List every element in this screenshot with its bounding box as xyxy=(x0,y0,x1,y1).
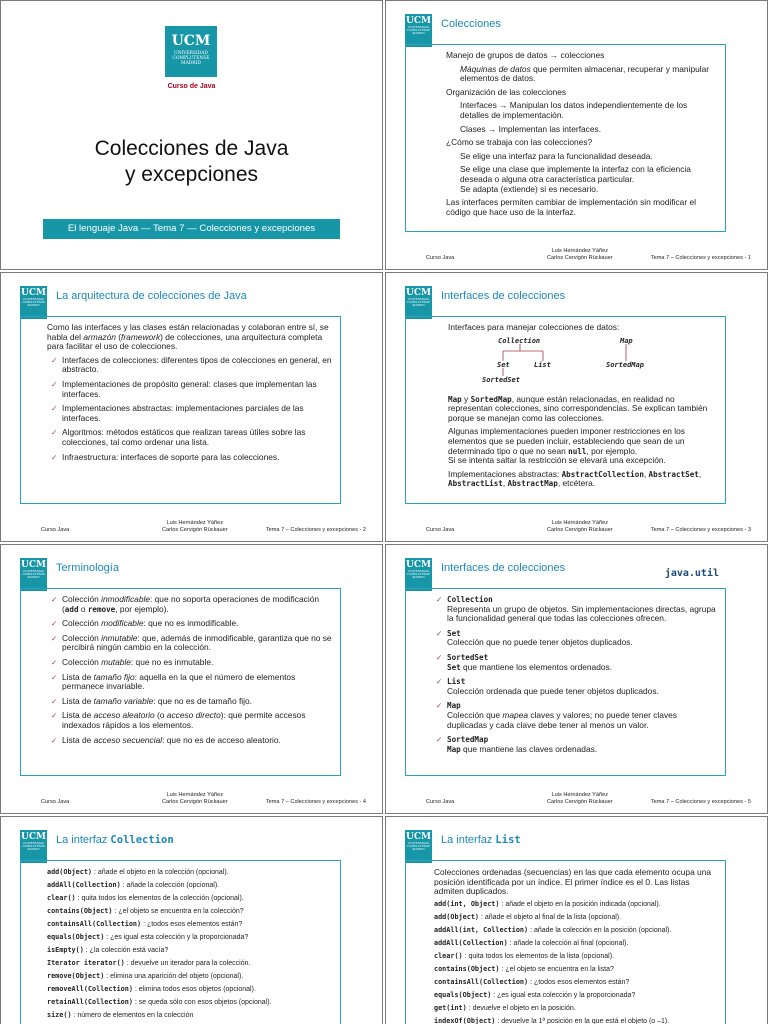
list-item xyxy=(436,735,717,754)
list-item xyxy=(51,736,332,746)
intro-paragraph xyxy=(47,323,332,352)
method-description: : devuelve la 1ª posición en la que está el objeto (o –1). xyxy=(495,1017,670,1024)
text: : que no es de tamaño fijo. xyxy=(153,695,252,706)
method-description: : número de elementos en la colección xyxy=(71,1012,194,1019)
paragraph xyxy=(448,427,717,456)
text: Algunas implementaciones pueden imponer restricciones en los elementos que se pueden incluir, estableciendo que sean de un determinado tipo o que no sean xyxy=(448,426,685,456)
slide-colecciones xyxy=(385,0,768,270)
text: Colección xyxy=(62,618,102,629)
description: que mantiene los elementos ordenados. xyxy=(460,661,613,672)
code: AbstractMap xyxy=(507,479,558,489)
interface-name: List xyxy=(447,677,466,687)
method-row xyxy=(47,959,332,968)
ucm-logo xyxy=(405,558,432,591)
text: , etcétera. xyxy=(557,478,596,489)
paragraph: ¿Cómo se trabaja con las colecciones? xyxy=(446,137,593,148)
bullet-list xyxy=(47,356,332,462)
node-set: Set xyxy=(497,360,510,369)
author-2: Carlos Cervigón Rückauer xyxy=(162,526,228,533)
method-signature: add(Object) xyxy=(434,912,480,921)
slide-heading: Colecciones xyxy=(441,18,501,30)
text: La interfaz xyxy=(56,834,111,846)
node-collection: Collection xyxy=(498,336,541,345)
topic: Tema 7 – Colecciones y excepciones xyxy=(265,526,358,533)
logo-full: UNIVERSIDAD COMPLUTENSE MADRID xyxy=(407,298,430,307)
code: List xyxy=(495,834,521,846)
text: , xyxy=(502,478,508,489)
logo-short: UCM xyxy=(21,560,46,570)
method-description: : devuelve un iterador para la colección. xyxy=(124,960,251,967)
node-map: Map xyxy=(620,336,633,345)
text: , xyxy=(698,468,702,479)
text: ) de colecciones, una arquitectura completa para facilitar el uso de colecciones. xyxy=(47,331,323,352)
method-description: : añade el objeto al final de la lista (opcional). xyxy=(479,913,622,921)
footer-authors xyxy=(547,792,613,805)
text: : que no soporta operaciones de modificación ( xyxy=(62,594,320,614)
text: Lista de xyxy=(62,710,94,721)
emphasis: armazón xyxy=(83,331,116,342)
method-row xyxy=(434,991,717,1000)
slide-heading: Interfaces de colecciones xyxy=(441,562,566,574)
method-description: : elimina una aparición del objeto (opcional). xyxy=(104,973,244,980)
description: Colección que no puede tener objetos duplicados. xyxy=(447,637,633,648)
topic: Tema 7 – Colecciones y excepciones xyxy=(265,798,358,805)
method-description: : ¿es igual esta colección y la proporcionada? xyxy=(104,934,249,941)
method-row xyxy=(47,933,332,942)
text: Implementaciones abstractas: xyxy=(448,468,562,479)
list-item: ✓ Implementaciones abstractas: implementaciones parciales de las interfaces. xyxy=(51,404,332,423)
paragraph xyxy=(446,65,717,84)
logo-full: UNIVERSIDAD COMPLUTENSE MADRID xyxy=(407,842,430,851)
code: Collection xyxy=(110,834,174,846)
method-row xyxy=(47,985,332,994)
list-item xyxy=(436,595,717,624)
method-signature: equals(Object) xyxy=(434,990,492,999)
list-item xyxy=(436,677,717,696)
method-row xyxy=(47,972,332,981)
method-description: : añade la colección al final (opcional). xyxy=(507,939,629,947)
page-number: 1 xyxy=(747,254,751,261)
slide-heading: Terminología xyxy=(56,562,119,574)
logo-full: UNIVERSIDAD COMPLUTENSE MADRID xyxy=(22,298,45,307)
course-label: Curso de Java xyxy=(167,83,216,90)
paragraph: Interfaces para manejar colecciones de datos: xyxy=(448,322,620,332)
node-sortedset: SortedSet xyxy=(482,375,520,384)
method-description: : añade la colección (opcional). xyxy=(120,882,220,889)
list-item xyxy=(51,711,332,730)
footer-topic: Tema 7 – Colecciones y excepciones - 2 xyxy=(265,526,366,533)
emphasis: acceso directo xyxy=(166,710,221,721)
emphasis: inmutable xyxy=(101,632,138,643)
text: Colección xyxy=(62,594,102,604)
paragraph: Las interfaces permiten cambiar de implementación sin modificar el código que hace uso de la interfaz. xyxy=(446,197,696,217)
method-signature: add(Object) xyxy=(47,868,93,876)
slide-interfaces-java-util xyxy=(385,544,768,814)
description: claves y valores; no puede tener claves duplicadas y cada clave debe tener al menos un valor. xyxy=(447,709,677,730)
logo-short: UCM xyxy=(406,832,431,842)
slide-interfaces-diagram xyxy=(385,272,768,542)
author-1: Luis Hernández Yáñez xyxy=(551,792,609,798)
interface-name: SortedMap xyxy=(447,735,489,745)
logo-short: UCM xyxy=(21,288,46,298)
description: Representa un grupo de objetos. Sin implementaciones directas, agrupa la funcionalidad general que todas las colecciones ofrecen. xyxy=(447,603,716,624)
text: Lista de xyxy=(62,695,94,706)
interface-name: SortedSet xyxy=(447,652,489,662)
topic-banner: El lenguaje Java — Tema 7 — Colecciones y excepciones xyxy=(43,219,340,239)
list-item xyxy=(51,697,332,707)
interface-name: Map xyxy=(447,701,461,711)
paragraph: Se elige una clase que implemente la interfaz con la eficiencia deseada o alguna otra característica particular. xyxy=(460,164,691,184)
ucm-logo xyxy=(405,14,432,47)
emphasis: mutable xyxy=(101,656,131,667)
text: : aquella en la que el número de elementos permanece invariable. xyxy=(62,671,296,692)
slide-interfaz-list xyxy=(385,816,768,1024)
interface-name: Collection xyxy=(447,595,493,604)
logo-short: UCM xyxy=(406,560,431,570)
method-description: : elimina todos esos objetos (opcional). xyxy=(132,986,256,993)
method-signature: equals(Object) xyxy=(47,933,105,941)
logo-full: UNIVERSIDAD COMPLUTENSE MADRID xyxy=(407,26,430,35)
text: Lista de xyxy=(62,671,94,682)
code: AbstractSet xyxy=(648,469,699,479)
logo-full: UNIVERSIDAD COMPLUTENSE MADRID xyxy=(172,51,210,66)
method-description: : ¿todos esos elementos están? xyxy=(528,978,630,986)
code: AbstractCollection xyxy=(561,469,644,479)
ucm-logo xyxy=(20,558,47,591)
text: : que no es inmodificable. xyxy=(143,618,239,629)
footer-authors xyxy=(547,520,613,533)
logo-short: UCM xyxy=(406,288,431,298)
method-signature: clear() xyxy=(434,951,463,960)
text: Como las interfaces y las clases están relacionadas y colaboran entre sí, se habla del xyxy=(47,322,329,342)
footer-authors xyxy=(547,248,613,261)
method-description: : añade el objeto en la posición indicada (opcional). xyxy=(499,900,661,908)
main-title-line1: Colecciones de Java xyxy=(94,137,289,160)
paragraph: Organización de las colecciones xyxy=(446,86,567,97)
slide-content xyxy=(20,588,341,776)
method-description: : añade la colección en la posición (opcional). xyxy=(528,926,672,934)
intro-paragraph: Colecciones ordenadas (secuencias) en las que cada elemento ocupa una posición identificada por un índice. El primer índice es el 0. Las listas admiten duplicados. xyxy=(434,867,712,897)
list-item xyxy=(436,653,717,672)
method-row xyxy=(434,900,717,909)
page-number: 5 xyxy=(747,798,751,805)
method-signature: indexOf(Object) xyxy=(434,1016,496,1024)
slide-arquitectura xyxy=(0,272,383,542)
method-signature: containsAll(Collection) xyxy=(47,920,142,928)
description: Colección ordenada que puede tener objetos duplicados. xyxy=(447,685,659,696)
footer-topic: Tema 7 – Colecciones y excepciones - 5 xyxy=(650,798,751,805)
paragraph xyxy=(448,470,717,489)
method-row xyxy=(47,894,332,903)
method-description: : ¿todos esos elementos están? xyxy=(141,921,243,928)
method-row xyxy=(434,952,717,961)
method-description: : ¿el objeto se encuentra en la lista? xyxy=(499,965,614,973)
topic: Tema 7 – Colecciones y excepciones xyxy=(650,254,743,261)
code: remove xyxy=(87,604,116,614)
method-signature: contains(Object) xyxy=(434,964,500,973)
text: : que, además de inmodificable, garantiza que no se percibirá ningún cambio en la colección. xyxy=(62,632,332,653)
method-row xyxy=(47,881,332,890)
slide-content xyxy=(405,860,726,1024)
slide-content xyxy=(20,860,341,1024)
method-description: : ¿es igual esta colección y la proporcionada? xyxy=(491,991,636,999)
method-row xyxy=(47,998,332,1007)
method-description: : quita todos los elementos de la colección (opcional). xyxy=(75,895,244,902)
text: , aunque están relacionadas, en realidad no representan colecciones, sino correspondencias. Se explican también porque se manejan como las colecciones. xyxy=(448,393,708,423)
text: Lista de xyxy=(62,734,94,745)
node-sortedmap: SortedMap xyxy=(606,360,644,369)
code: SortedMap xyxy=(470,394,512,404)
method-row xyxy=(47,1011,332,1020)
logo-short: UCM xyxy=(171,33,211,49)
text: (o xyxy=(154,710,167,721)
logo-short: UCM xyxy=(406,16,431,26)
slide-content xyxy=(405,588,726,776)
method-description: : devuelve el objeto en la posición. xyxy=(466,1004,576,1012)
ucm-logo xyxy=(405,830,432,863)
footer-topic: Tema 7 – Colecciones y excepciones - 1 xyxy=(650,254,751,261)
emphasis: framework xyxy=(121,331,161,342)
footer-course: Curso Java xyxy=(41,798,70,805)
text: , por ejemplo). xyxy=(115,603,169,614)
ucm-logo xyxy=(20,830,47,863)
footer-authors xyxy=(162,792,228,805)
method-description: : ¿la colección está vacía? xyxy=(83,947,169,954)
list-item xyxy=(51,634,332,653)
slide-heading: Interfaces de colecciones xyxy=(441,290,566,302)
list-item xyxy=(51,595,332,614)
text: , por ejemplo. xyxy=(586,445,638,456)
footer-course: Curso Java xyxy=(426,526,455,533)
paragraph: Se elige una interfaz para la funcionalidad deseada. xyxy=(460,150,653,161)
emphasis: tamaño variable xyxy=(93,695,154,706)
page-number: 3 xyxy=(747,526,751,533)
author-2: Carlos Cervigón Rückauer xyxy=(547,526,613,533)
method-signature: get(int) xyxy=(434,1003,467,1012)
text: Colección xyxy=(62,656,102,667)
logo-full: UNIVERSIDAD COMPLUTENSE MADRID xyxy=(407,570,430,579)
main-title-line2: y excepciones xyxy=(124,163,259,186)
ucm-logo xyxy=(405,286,432,319)
emphasis: inmodificable xyxy=(101,594,150,604)
emphasis: modificable xyxy=(101,618,144,629)
paragraph: Si se intenta saltar la restricción se elevará una excepción. xyxy=(448,455,666,466)
logo-full: UNIVERSIDAD COMPLUTENSE MADRID xyxy=(22,570,45,579)
emphasis: Máquinas de datos xyxy=(460,63,531,74)
page-number: 2 xyxy=(362,526,366,533)
paragraph: Manejo de grupos de datos → colecciones xyxy=(446,50,605,60)
slide-content xyxy=(405,44,726,232)
paragraph xyxy=(448,395,717,424)
method-row xyxy=(434,939,717,948)
slide-heading xyxy=(56,834,174,846)
code: Set xyxy=(447,662,461,672)
list-item xyxy=(436,701,717,730)
author-1: Luis Hernández Yáñez xyxy=(166,792,224,798)
ucm-logo xyxy=(165,26,217,77)
author-1: Luis Hernández Yáñez xyxy=(551,520,609,526)
author-2: Carlos Cervigón Rückauer xyxy=(547,254,613,261)
footer-topic: Tema 7 – Colecciones y excepciones - 3 xyxy=(650,526,751,533)
node-list: List xyxy=(534,360,551,369)
list-item xyxy=(51,619,332,629)
list-item: ✓ Infraestructura: interfaces de soporte para las colecciones. xyxy=(51,453,332,463)
method-signature: addAll(Collection) xyxy=(434,938,508,947)
emphasis: acceso secuencial xyxy=(93,734,163,745)
text: : que no es inmutable. xyxy=(130,656,214,667)
emphasis: acceso aleatorio xyxy=(93,710,155,721)
method-row xyxy=(434,965,717,974)
text: La interfaz xyxy=(441,834,496,846)
method-signature: addAll(Collection) xyxy=(47,881,121,889)
interface-hierarchy-diagram xyxy=(448,337,717,387)
list-item: ✓ Implementaciones de propósito general: clases que implementan las interfaces. xyxy=(51,380,332,399)
code: add xyxy=(64,604,79,614)
paragraph: Clases → Implementan las interfaces. xyxy=(460,123,602,134)
method-row xyxy=(47,920,332,929)
package-label: java.util xyxy=(664,568,719,579)
method-row xyxy=(47,907,332,916)
list-item xyxy=(51,673,332,692)
topic: Tema 7 – Colecciones y excepciones xyxy=(650,526,743,533)
bullet-list xyxy=(51,595,332,745)
slide-terminologia xyxy=(0,544,383,814)
slide-heading: La arquitectura de colecciones de Java xyxy=(56,290,247,302)
text: ( xyxy=(115,331,122,342)
description: Colección que xyxy=(447,709,503,720)
logo-full: UNIVERSIDAD COMPLUTENSE MADRID xyxy=(22,842,45,851)
method-signature: size() xyxy=(47,1011,72,1019)
author-1: Luis Hernández Yáñez xyxy=(166,520,224,526)
author-1: Luis Hernández Yáñez xyxy=(551,248,609,254)
emphasis: mapea xyxy=(502,709,529,720)
code: Map xyxy=(448,394,462,404)
slide-title xyxy=(0,0,383,270)
slide-content xyxy=(405,316,726,504)
method-description: : ¿el objeto se encuentra en la colección? xyxy=(112,908,244,915)
text: o xyxy=(78,603,88,614)
interface-name: Set xyxy=(447,628,461,638)
description: que mantiene las claves ordenadas. xyxy=(460,743,598,754)
list-item xyxy=(436,629,717,648)
method-signature: isEmpty() xyxy=(47,946,84,954)
code: AbstractList xyxy=(448,479,503,489)
list-item: ✓ Algoritmos: métodos estáticos que realizan tareas útiles sobre las colecciones, tal como ordenar una lista. xyxy=(51,428,332,447)
logo-short: UCM xyxy=(21,832,46,842)
slide-heading xyxy=(441,834,521,846)
bullet-list xyxy=(436,595,717,754)
method-row xyxy=(434,1004,717,1013)
text: Colección xyxy=(62,632,102,643)
method-signature: contains(Object) xyxy=(47,907,113,915)
slide-interfaz-collection xyxy=(0,816,383,1024)
footer-course: Curso Java xyxy=(426,254,455,261)
method-signature: add(int, Object) xyxy=(434,899,500,908)
method-signature: containsAll(Collection) xyxy=(434,977,529,986)
paragraph: Interfaces → Manipulan los datos independientemente de los detalles de implementación. xyxy=(460,100,688,120)
emphasis: tamaño fijo xyxy=(93,671,135,682)
code: null xyxy=(568,446,587,456)
list-item xyxy=(51,658,332,668)
text: y xyxy=(461,393,471,404)
method-row xyxy=(434,978,717,987)
method-signature: remove(Object) xyxy=(47,972,105,980)
method-description: : quita todos los elementos de la lista (opcional). xyxy=(462,952,615,960)
list-item: ✓ Interfaces de colecciones: diferentes tipos de colecciones en general, en abstracto. xyxy=(51,356,332,375)
method-signature: Iterator iterator() xyxy=(47,959,125,967)
ucm-logo xyxy=(20,286,47,319)
method-row xyxy=(434,1017,717,1024)
author-2: Carlos Cervigón Rückauer xyxy=(547,798,613,805)
method-row xyxy=(434,926,717,935)
method-signature: retainAll(Collection) xyxy=(47,998,133,1006)
slide-content xyxy=(20,316,341,504)
footer-course: Curso Java xyxy=(41,526,70,533)
method-signature: addAll(int, Collection) xyxy=(434,925,529,934)
code: Map xyxy=(447,744,461,754)
method-description: : se queda sólo con esos objetos (opcional). xyxy=(132,999,272,1006)
text: ): que permite accesos indexados rápidos a los elementos. xyxy=(62,710,306,730)
text: , xyxy=(643,468,647,479)
method-signature: clear() xyxy=(47,894,76,902)
page-number: 4 xyxy=(362,798,366,805)
author-2: Carlos Cervigón Rückauer xyxy=(162,798,228,805)
text: : que no es de acceso aleatorio. xyxy=(162,734,281,745)
footer-authors xyxy=(162,520,228,533)
topic: Tema 7 – Colecciones y excepciones xyxy=(650,798,743,805)
method-description: : añade el objeto en la colección (opcional). xyxy=(92,869,229,876)
paragraph: Se adapta (extiende) si es necesario. xyxy=(460,183,599,194)
method-row xyxy=(47,868,332,877)
text: que permiten almacenar, recuperar y manipular elementos de datos. xyxy=(460,63,710,84)
footer-topic: Tema 7 – Colecciones y excepciones - 4 xyxy=(265,798,366,805)
method-row xyxy=(47,946,332,955)
method-signature: removeAll(Collection) xyxy=(47,985,133,993)
method-row xyxy=(434,913,717,922)
footer-course: Curso Java xyxy=(426,798,455,805)
